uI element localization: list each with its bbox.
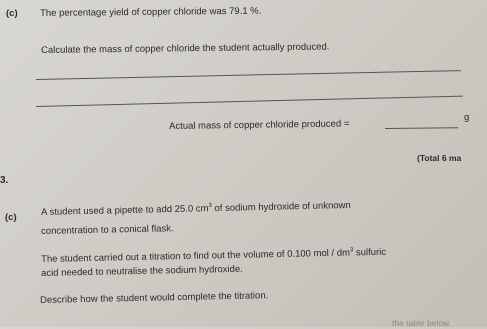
answer-line-1 (36, 70, 461, 80)
answer-line-2 (36, 96, 463, 107)
describe-instruction: Describe how the student would complete the titration. (40, 290, 269, 306)
part-label-2: (c) (5, 212, 17, 223)
answer-blank (385, 127, 458, 129)
concentration-line: concentration to a conical flask. (41, 223, 174, 237)
neutralise-line: acid needed to neutralise the sodium hydroxide. (41, 263, 243, 279)
part-label: (c) (6, 8, 18, 19)
question-number: 3. (0, 175, 9, 186)
footer-faded-text: the table below. (392, 318, 452, 328)
titration-line: The student carried out a titration to find out the volume of 0.100 mol / $dm^3$ sulfuric (41, 246, 387, 265)
yield-statement: The percentage yield of copper chloride was 79.1 %. (40, 5, 262, 19)
pipette-line: A student used a pipette to add 25.0 $cm^3$ of sodium hydroxide of unknown (41, 199, 351, 218)
answer-unit: g (464, 112, 470, 123)
answer-prompt: Actual mass of copper chloride produced = (169, 118, 350, 132)
total-marks: (Total 6 ma (417, 153, 462, 163)
calculate-instruction: Calculate the mass of copper chloride the student actually produced. (41, 41, 330, 56)
